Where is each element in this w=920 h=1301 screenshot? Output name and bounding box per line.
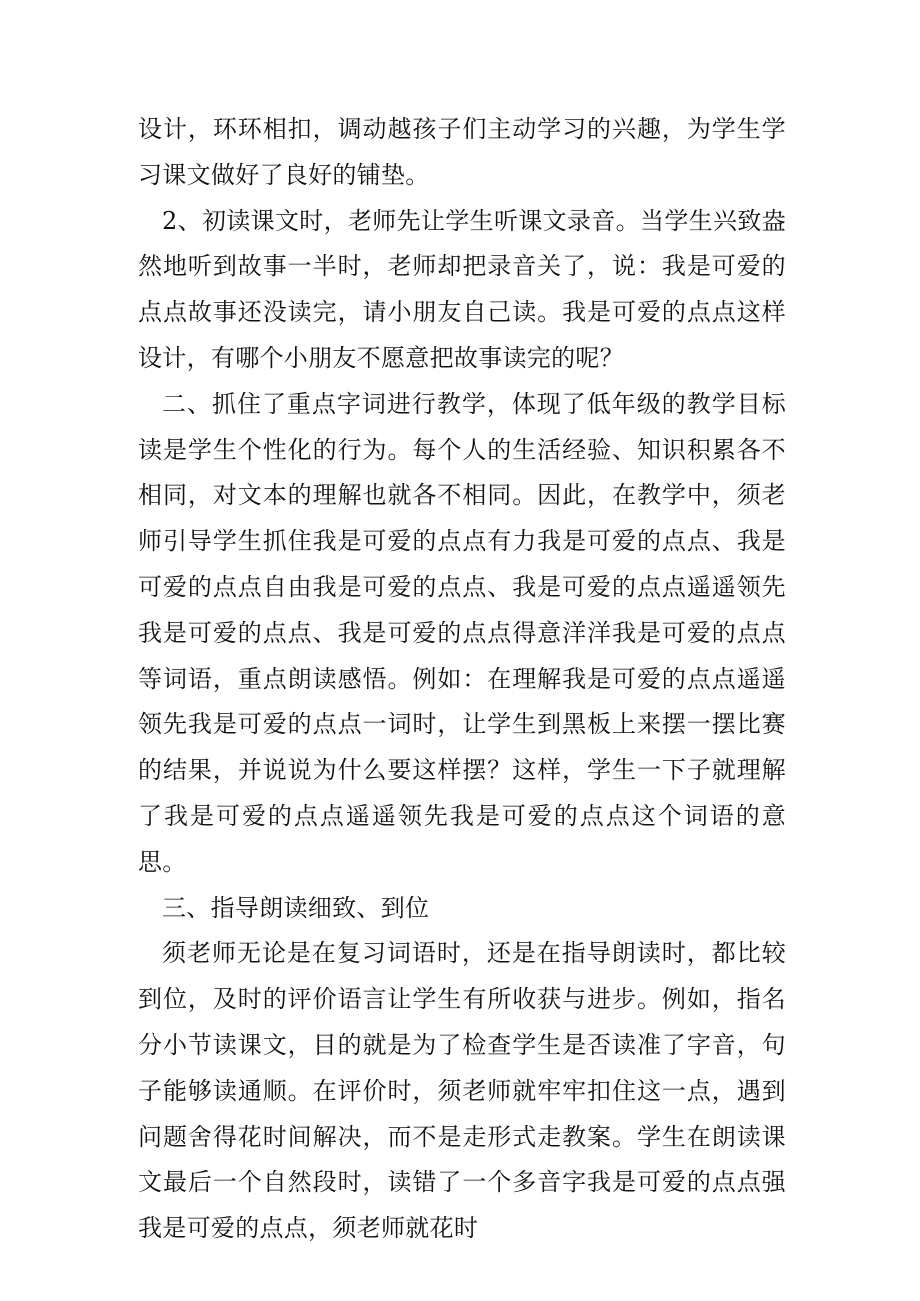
paragraph-reading-intro: 2、初读课文时，老师先让学生听课文录音。当学生兴致盎然地听到故事一半时，老师却把录音关了，说：我是可爱的点点故事还没读完，请小朋友自己读。我是可爱的点点这样设计，有哪个小朋友不愿意把故事读完的呢？ — [138, 206, 786, 372]
section-heading-reading-guidance: 三、指导朗读细致、到位 — [162, 893, 430, 922]
paragraph-continuation: 设计，环环相扣，调动越孩子们主动学习的兴趣，为学生学习课文做好了良好的铺垫。 — [138, 115, 786, 189]
paragraph-key-words: 二、抓住了重点字词进行教学，体现了低年级的教学目标读是学生个性化的行为。每个人的生活经验、知识积累各不相同，对文本的理解也就各不相同。因此，在教学中，须老师引导学生抓住我是可爱的点点有力我是可爱的点点、我是可爱的点点自由我是可爱的点点、我是可爱的点点遥遥领先我是可爱的点点、我是可爱的点点得意洋洋我是可爱的点点等词语，重点朗读感悟。例如：在理解我是可爱的点点遥遥领先我是可爱的点点一词时，让学生到黑板上来摆一摆比赛的结果，并说说为什么要这样摆？这样，学生一下子就理解了我是可爱的点点遥遥领先我是可爱的点点这个词语的意思。 — [138, 389, 786, 876]
paragraph-reading-guidance: 须老师无论是在复习词语时，还是在指导朗读时，都比较到位，及时的评价语言让学生有所收获与进步。例如，指名分小节读课文，目的就是为了检查学生是否读准了字音，句子能够读通顺。在评价时，须老师就牢牢扣住这一点，遇到问题舍得花时间解决，而不是走形式走教案。学生在朗读课文最后一个自然段时，读错了一个多音字我是可爱的点点强我是可爱的点点，须老师就花时 — [138, 939, 786, 1243]
document-body — [138, 107, 786, 1252]
